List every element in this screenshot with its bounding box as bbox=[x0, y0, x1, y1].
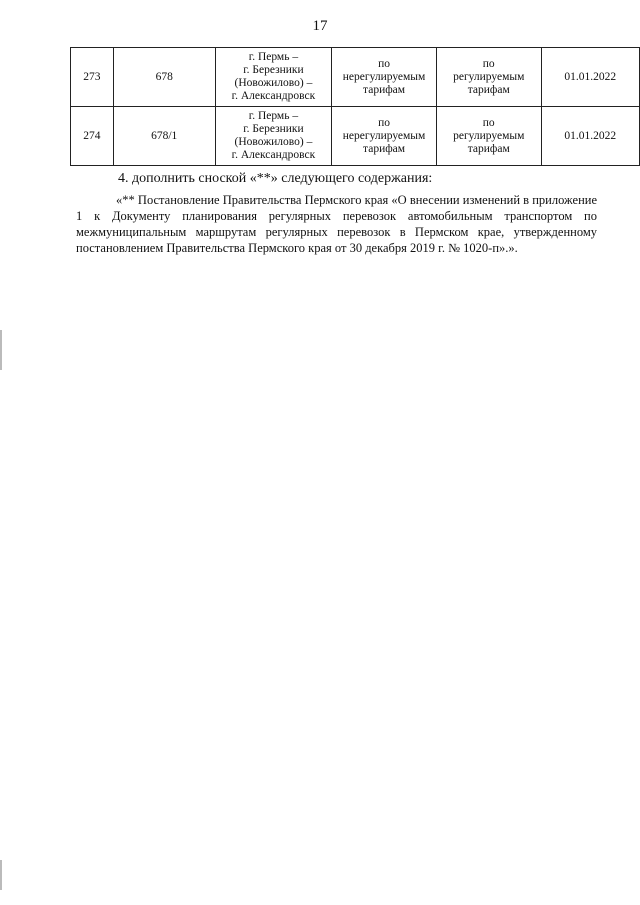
route-path-line: г. Пермь – bbox=[248, 51, 299, 63]
tariff-line: тарифам bbox=[467, 142, 510, 155]
tariff-line: тарифам bbox=[363, 83, 406, 96]
route-path-line: г. Пермь – bbox=[248, 110, 299, 122]
route-path-line: (Новожилово) – bbox=[234, 77, 313, 89]
cell-route-number: 678/1 bbox=[113, 107, 215, 166]
tariff-line: нерегулируемым bbox=[342, 129, 426, 142]
tariff-line: по bbox=[482, 57, 495, 70]
page-number: 17 bbox=[312, 18, 328, 34]
tariff-line: тарифам bbox=[467, 83, 510, 96]
cell-route-path bbox=[215, 48, 331, 107]
cell-tariff-new bbox=[436, 48, 541, 107]
tariff-line: регулируемым bbox=[453, 129, 525, 142]
cell-tariff-current bbox=[332, 107, 437, 166]
routes-table bbox=[70, 47, 640, 166]
cell-tariff-new bbox=[436, 107, 541, 166]
tariff-line: по bbox=[482, 116, 495, 129]
route-path-line: (Новожилово) – bbox=[234, 136, 313, 148]
cell-date: 01.01.2022 bbox=[541, 107, 639, 166]
tariff-line: по bbox=[378, 116, 390, 129]
tariff-line: регулируемым bbox=[453, 70, 525, 83]
tariff-line: тарифам bbox=[363, 142, 406, 155]
table-row bbox=[71, 107, 640, 166]
paragraph-heading: 4. дополнить сноской «**» следующего содержания: bbox=[118, 171, 433, 186]
route-path-line: г. Александровск bbox=[231, 90, 316, 102]
tariff-line: нерегулируемым bbox=[342, 70, 426, 83]
scan-edge-mark bbox=[0, 330, 2, 370]
cell-row-number: 273 bbox=[71, 48, 114, 107]
footnote-text: «** Постановление Правительства Пермского края «О внесении изменений в приложение 1 к Документу планирования регулярных перевозок автомобильным транспортом по межмуниципальным маршрутам регулярных перевозок в Пермском крае, утвержденному постановлением Правительства Пермского края от 30 декабря 2019 г. № 1020-п».». bbox=[76, 193, 597, 255]
route-path-line: г. Александровск bbox=[231, 149, 316, 161]
cell-date: 01.01.2022 bbox=[541, 48, 639, 107]
cell-route-path bbox=[215, 107, 331, 166]
cell-row-number: 274 bbox=[71, 107, 114, 166]
cell-tariff-current bbox=[332, 48, 437, 107]
tariff-line: по bbox=[378, 57, 390, 70]
cell-route-number: 678 bbox=[113, 48, 215, 107]
route-path-line: г. Березники bbox=[243, 64, 304, 76]
route-path-line: г. Березники bbox=[243, 123, 304, 135]
scan-edge-mark bbox=[0, 860, 2, 890]
table-row bbox=[71, 48, 640, 107]
